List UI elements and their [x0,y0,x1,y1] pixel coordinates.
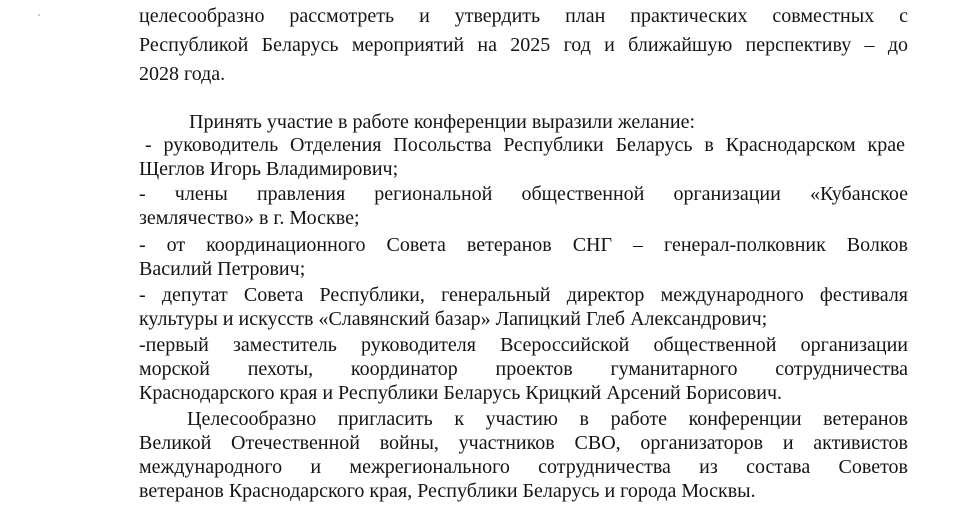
text-line: Целесообразно пригласить к участию в работе конференции ветеранов [187,408,908,430]
list-item-line: -первый заместитель руководителя Всероссийской общественной организации [139,334,908,356]
list-item-line: Краснодарского края и Республики Беларусь Крицкий Арсений Борисович. [139,382,783,404]
text-line: Великой Отечественной войны, участников СВО, организаторов и активистов [139,432,908,454]
scan-speck [38,14,40,16]
text-line: ветеранов Краснодарского края, Республики Беларусь и города Москвы. [139,480,756,502]
text-line: 2028 года. [139,63,226,85]
list-item-line: землячество» в г. Москве; [139,207,360,229]
list-item-line: - депутат Совета Республики, генеральный директор международного фестиваля [139,284,908,306]
list-item-line: культуры и искусств «Славянский базар» Лапицкий Глеб Александрович; [139,308,768,330]
list-item-line: Василий Петрович; [139,258,306,280]
list-item-line: - руководитель Отделения Посольства Республики Беларусь в Краснодарском крае [145,134,905,156]
paragraph-heading: Принять участие в работе конференции выразили желание: [189,111,695,133]
text-line: целесообразно рассмотреть и утвердить план практических совместных с [139,5,908,27]
list-item-line: Щеглов Игорь Владимирович; [139,158,399,180]
list-item-line: морской пехоты, координатор проектов гуманитарного сотрудничества [139,358,908,380]
text-line: международного и межрегионального сотрудничества из состава Советов [139,456,908,478]
text-line: Республикой Беларусь мероприятий на 2025 год и ближайшую перспективу – до [139,34,908,56]
list-item-line: - от координационного Совета ветеранов СНГ – генерал-полковник Волков [139,234,908,256]
list-item-line: - члены правления региональной общественной организации «Кубанское [139,183,908,205]
